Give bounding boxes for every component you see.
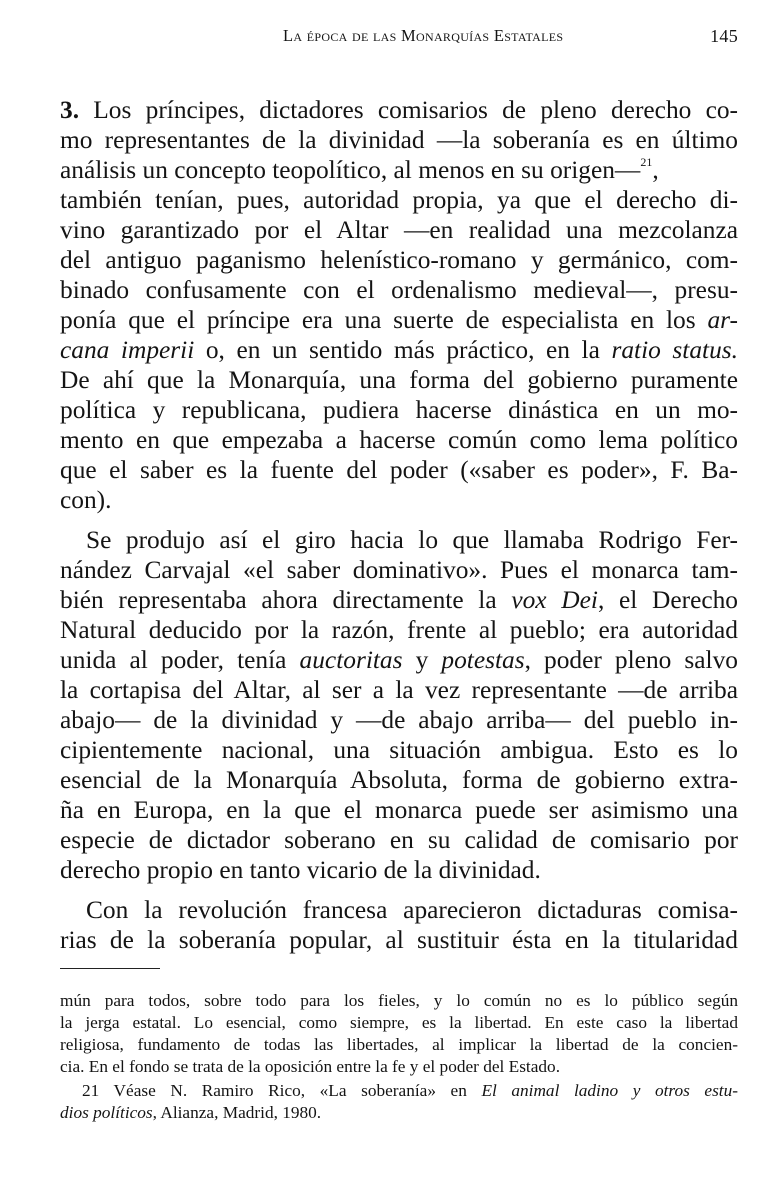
running-header	[283, 26, 738, 46]
text-line: De ahí que la Monarquía, una forma del gobierno puramente	[60, 366, 738, 394]
text-line: nández Carvajal «el saber dominativo». Pues el monarca tam-	[60, 556, 738, 584]
text-line: unida al poder, tenía auctoritas y potestas, poder pleno salvo	[60, 646, 739, 674]
footnote-ref: 21	[640, 155, 653, 169]
text-line: cana imperii o, en un sentido más práctico, en la ratio status.	[60, 336, 738, 364]
text-line: ponía que el príncipe era una suerte de especialista en los ar-	[60, 306, 738, 334]
footnote-line: mún para todos, sobre todo para los fieles, y lo común no es lo público según	[60, 991, 738, 1010]
text-line: especie de dictador soberano en su calidad de comisario por	[60, 826, 738, 854]
text-line: también tenían, pues, autoridad propia, ya que el derecho di-	[60, 186, 738, 214]
text-line: abajo— de la divinidad y —de abajo arriba— del pueblo in-	[60, 706, 738, 734]
text-line: política y republicana, pudiera hacerse dinástica en un mo-	[60, 396, 738, 424]
text-line: rias de la soberanía popular, al sustituir ésta en la titularidad	[60, 926, 738, 954]
text-line: que el saber es la fuente del poder («saber es poder», F. Ba-	[60, 456, 738, 484]
text-line: del antiguo paganismo helenístico-romano y germánico, com-	[60, 246, 738, 274]
text-line: análisis un concepto teopolítico, al menos en su origen—$^{21}$,	[60, 155, 659, 184]
text-line: mo representantes de la divinidad —la soberanía es en último	[60, 126, 738, 154]
footnote-divider	[60, 968, 160, 969]
text-line: esencial de la Monarquía Absoluta, forma de gobierno extra-	[60, 766, 738, 794]
text-line: con).	[60, 486, 112, 514]
text-line: la cortapisa del Altar, al ser a la vez representante —de arriba	[60, 676, 738, 704]
footnote-line: religiosa, fundamento de todas las libertades, al implicar la libertad de la concien-	[60, 1035, 738, 1054]
text-line: derecho propio en tanto vicario de la divinidad.	[60, 856, 541, 884]
footnote-line: dios políticos, Alianza, Madrid, 1980.	[60, 1103, 322, 1122]
text-line: mento en que empezaba a hacerse común como lema político	[60, 426, 738, 454]
text-line: bién representaba ahora directamente la vox Dei, el Derecho	[60, 586, 739, 614]
footnote-line: la jerga estatal. Lo esencial, como siempre, es la libertad. En este caso la libertad	[60, 1013, 738, 1032]
running-title: La época de las Monarquías Estatales	[283, 26, 564, 45]
footnote-line: cia. En el fondo se trata de la oposición entre la fe y el poder del Estado.	[60, 1057, 561, 1076]
page-number: 145	[710, 26, 738, 46]
text-line: vino garantizado por el Altar —en realidad una mezcolanza	[60, 216, 738, 244]
text-line: Natural deducido por la razón, frente al pueblo; era autoridad	[60, 616, 738, 644]
text-line: binado confusamente con el ordenalismo medieval—, presu-	[60, 276, 738, 304]
text-line: ña en Europa, en la que el monarca puede ser asimismo una	[60, 796, 738, 824]
text-line: Se produjo así el giro hacia lo que llamaba Rodrigo Fer-	[86, 526, 738, 554]
text-line: 3. Los príncipes, dictadores comisarios de pleno derecho co-	[60, 96, 738, 124]
footnote-line: 21 Véase N. Ramiro Rico, «La soberanía» en El animal ladino y otros estu-	[82, 1081, 738, 1100]
text-line: Con la revolución francesa aparecieron dictaduras comisa-	[86, 896, 738, 924]
text-line: cipientemente nacional, una situación ambigua. Esto es lo	[60, 736, 738, 764]
